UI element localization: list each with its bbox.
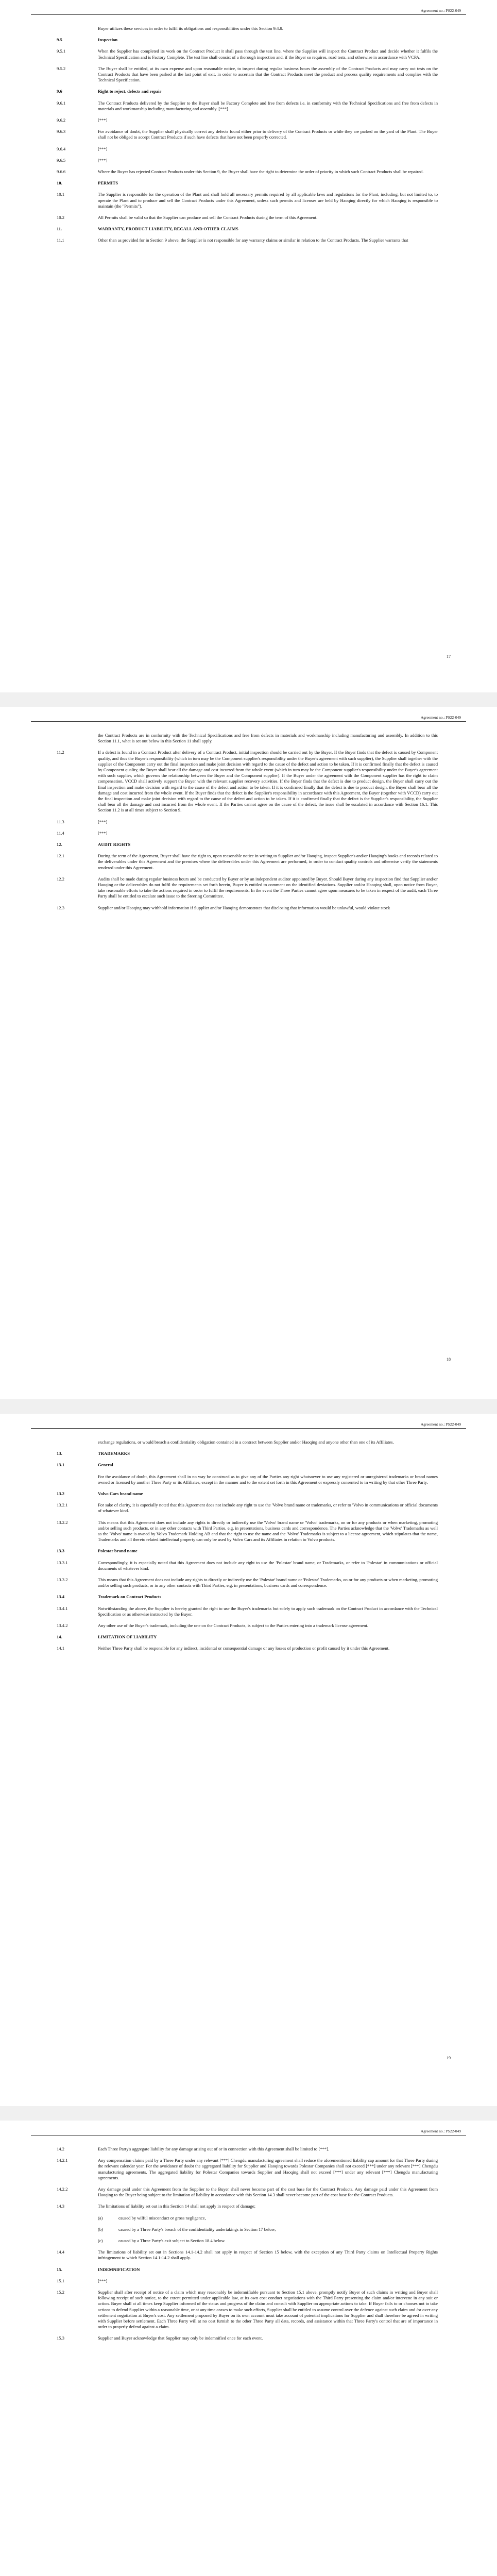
document-page — [0, 2121, 497, 2576]
clause-number: 15.2 — [57, 2290, 65, 2295]
page-header: Agreement no.: PS22-049 — [420, 1422, 461, 1427]
clause-number: 12.3 — [57, 905, 65, 910]
clause-number: 9.6.5 — [57, 157, 66, 163]
clause-text: [***] — [98, 2278, 108, 2283]
clause — [57, 192, 438, 209]
section-title: LIMITATION OF LIABILITY — [98, 1634, 157, 1640]
section-heading — [57, 180, 438, 186]
paragraph: For the avoidance of doubt, this Agreement shall in no way be construed as to give any of the Parties any right whatsoever to use any registered or unregistered trademarks or brand names owned or licensed by another Three Party or its Affiliates, except in the manner and to the extent set forth in this Agreement or expressly consented to in writing by that other Three Party. — [98, 1473, 438, 1485]
clause-text: For avoidance of doubt, the Supplier shall physically correct any defects found either prior to delivery of the Contract Products or while they are parked on the yard of the Plant. The Buyer shall not be obliged to accept Contract Products if such have defects that have not been properly corrected. — [98, 129, 438, 140]
clause-number: 9.6.3 — [57, 129, 66, 134]
clause — [57, 905, 438, 911]
page-number: 19 — [447, 2056, 451, 2060]
clause — [57, 1606, 438, 1617]
clause-text: Audits shall be made during regular business hours and be conducted by Buyer or by an independent auditor appointed by Buyer. Should Buyer during any inspection find that Supplier and/or Haoqing or the deliverables do not fulfil the requirements set forth herein, Buyer is entitled to comment on the identified deviations. Supplier and/or Haoqing shall, upon notice from Buyer, take reasonable efforts to take the actions required in order to fulfil the requirements. In the event the Three Parties cannot agree upon measures to be taken in respect of the audit, each Three Party shall be entitled to escalate such issue to the Steering Committee. — [98, 876, 438, 899]
clause — [57, 1623, 438, 1629]
section-number: 13.2 — [57, 1491, 65, 1497]
clause — [57, 819, 438, 825]
document-page — [0, 707, 497, 1399]
clause-number: 13.3.1 — [57, 1560, 68, 1565]
clause-number: 14.2.1 — [57, 2158, 68, 2163]
clause — [57, 1560, 438, 1571]
clause-text: [***] — [98, 157, 108, 163]
clause-text: When the Supplier has completed its work on the Contract Product it shall pass through the test line, where the Supplier will inspect the Contract Product and decide whether it fulfils the Technical Specification and is Factory Complete. The test line shall consist of a thorough inspection and, if the Buyer so requires, road tests, and otherwise in accordance with VCPA. — [98, 48, 438, 60]
section-number: 9.5 — [57, 37, 62, 43]
clause-text: Where the Buyer has rejected Contract Products under this Section 9, the Buyer shall have the right to determine the order of priority in which such Contract Products shall be repaired. — [98, 169, 424, 175]
header-rule — [31, 721, 466, 722]
clause-number: 11.2 — [57, 750, 64, 755]
section-number: 11. — [57, 226, 62, 232]
clause — [57, 1577, 438, 1588]
header-rule — [31, 14, 466, 15]
clause-number: 9.6.4 — [57, 146, 66, 151]
clause-number: 13.4.1 — [57, 1605, 68, 1611]
clause-number: 14.3 — [57, 2204, 65, 2209]
clause-number: 13.2.1 — [57, 1502, 68, 1508]
clause-text: For sake of clarity, it is especially noted that this Agreement does not include any right to use the 'Volvo brand name or trademarks, or refer to 'Volvo in communications or official documents of whatever kind. — [98, 1502, 438, 1514]
clause — [57, 129, 438, 140]
clause-number: 10.1 — [57, 192, 65, 197]
clause — [57, 1502, 438, 1514]
clause-number: 13.2.2 — [57, 1519, 68, 1525]
page-header: Agreement no.: PS22-049 — [420, 2129, 461, 2133]
section-title: Polestar brand name — [98, 1548, 138, 1554]
page-number: 17 — [447, 654, 451, 659]
clause-text: Any damage paid under this Agreement from the Supplier to the Buyer shall never become part of the cost base for the Contract Products. Any damage paid under this Agreement from Haoqing to the Buyer being subject to the limitation of liability in accordance with this Section 14.3 shall never become part of the cost base for the Contract Products. — [98, 2187, 438, 2198]
clause-text: [***] — [98, 830, 108, 836]
page-separator — [0, 692, 497, 707]
sub-clause — [98, 2238, 438, 2244]
clause-number: 12.2 — [57, 876, 65, 882]
section-title: Volvo Cars brand name — [98, 1491, 143, 1497]
clause — [57, 100, 438, 112]
page-body — [57, 2146, 438, 2347]
document-page — [0, 1414, 497, 2106]
clause-text: Other than as provided for in Section 9 above, the Supplier is not responsible for any warranty claims or similar in relation to the Contract Products. The Supplier warrants that — [98, 238, 408, 243]
clause-text: If a defect is found in a Contract Product after delivery of a Contract Product, initial inspection should be carried out by the Buyer. If the Buyer finds that the defect is caused by Component quality, and thus the Buyer's responsibility (which in turn may be the Component supplier's responsibility under the Buyer's agreement with such supplier), the Supplier shall together with the supplier of the Component carry out the final inspection and make joint decision with regard to the cause of the defect and action to be taken. If it is confirmed finally that the defect is caused by Component quality, the Buyer shall bear all the damage and cost incurred from the whole event (which in turn may be the Component supplier's responsibility under the Buyer's agreement with such supplier, which governs the relationship between the Buyer and the Component supplier). If the Buyer under the agreement with the Component supplier has the right to claim compensation, VCCD shall actively support the Buyer with the relevant supplier recovery activities. If the Buyer finds that the defect is due to product design, the Buyer shall carry out the final inspection and make decision with regard to the cause of the defect and action to be taken. If it is confirmed finally that the defect is due to product design, the Buyer shall bear all the damage and cost incurred from the whole event. If the Buyer finds that the defect is the Supplier's responsibility in accordance with this Agreement, the Buyer (together with VCCD) carry out the final inspection and make joint decision with regard to the cause of the defect and action to be taken. If it is confirmed finally that the defect is the Supplier's responsibility, the Supplier shall bear all the damage and cost incurred from the whole event. If the Parties cannot agree on the cause of the defect, the issue shall be escalated in accordance with Section 16.1. This Section 11.2 is at all times subject to Section 9. — [98, 750, 438, 813]
clause-number: 12.1 — [57, 853, 65, 859]
clause-number: 13.4.2 — [57, 1623, 68, 1629]
section-heading — [57, 89, 438, 94]
section-heading — [57, 1634, 438, 1640]
clause-number: 11.3 — [57, 819, 64, 824]
clause-number: 14.4 — [57, 2249, 65, 2255]
clause-number: 11.4 — [57, 830, 64, 836]
section-number: 10. — [57, 180, 62, 186]
clause — [57, 2204, 438, 2209]
clause-text: Any compensation claims paid by a Three Party under any relevant [***] Chengdu manufacturing agreement shall reduce the aforementioned liability cap amount for that Three Party during the relevant calendar year. For the avoidance of doubt the aggregated liability for Supplier and Haoqing towards Polestar Companies shall not exceed [***] under any relevant [***] Chengdu manufacturing agreements. The aggregated liability for Polestar Companies towards Supplier and Haoqing shall not exceed [***] under any relevant [***] Chengdu manufacturing agreements. — [98, 2158, 438, 2180]
sub-clause-number: (a) — [98, 2215, 103, 2221]
clause-text: During the term of the Agreement, Buyer shall have the right to, upon reasonable notice in writing to Supplier and/or Haoqing, inspect Supplier's and/or Haoqing's books and records related to the deliverables under this Agreement and the premises where the deliverables under this Agreement are performed, in order to conduct quality controls and otherwise verify the statements rendered under this Agreement. — [98, 853, 438, 870]
clause-number: 9.6.2 — [57, 117, 66, 123]
page-header: Agreement no.: PS22-049 — [420, 715, 461, 720]
document-page — [0, 0, 497, 692]
clause-number: 9.5.2 — [57, 65, 66, 71]
section-number: 13. — [57, 1451, 62, 1456]
sub-clause-text: caused by a Three Party's exit subject to Section 18.4 below. — [118, 2238, 226, 2244]
clause-text: The Supplier is responsible for the operation of the Plant and shall hold all necessary permits required by all applicable laws and regulations for the Plant, including, but not limited to, to operate the Plant and to produce and sell the Contract Products under this Agreement, unless such permits and licenses are held by Haoqing directly for which Haoqing is responsible to maintain (the "Permits"). — [98, 192, 438, 209]
clause — [57, 750, 438, 813]
page-separator — [0, 1399, 497, 1414]
clause — [57, 2278, 438, 2284]
clause — [57, 169, 438, 175]
section-number: 15. — [57, 2266, 62, 2272]
section-title: Trademark on Contract Products — [98, 1594, 162, 1600]
clause-text: The limitations of liability set out in this Section 14 shall not apply in respect of damage; — [98, 2204, 255, 2209]
page-body — [57, 26, 438, 249]
page-body — [57, 733, 438, 917]
clause — [57, 158, 438, 163]
sub-clause — [98, 2215, 438, 2221]
clause-text: This means that this Agreement does not include any rights to directly or indirectly use the 'Volvo' brand name or 'Volvo' trademarks, on or for any products or when marketing, promoting and/or selling such products, or in any other contacts with Third Parties, e.g. in presentations, business cards and correspondence. The Parties acknowledge that the 'Volvo' Trademarks as well as the 'Volvo' name is owned by Volvo Trademark Holding AB and that the right to use the name and the 'Volvo' Trademarks is subject to a license agreement, which stipulates that the name, Trademarks and all thereto related intellectual property can only be used by Volvo Cars and its Affiliates in relation to Volvo products. — [98, 1519, 438, 1543]
clause — [57, 2249, 438, 2261]
section-heading — [57, 2267, 438, 2273]
section-title: AUDIT RIGHTS — [98, 842, 131, 848]
clause — [57, 117, 438, 123]
clause — [57, 238, 438, 243]
section-title: General — [98, 1462, 113, 1468]
section-title: INDEMNIFICATION — [98, 2266, 140, 2272]
paragraph: the Contract Products are in conformity with the Technical Specifications and free from defects in materials and workmanship including manufacturing and assembly. In addition to this Section 11.1, what is set out below in this Section 11 shall apply. — [98, 733, 438, 744]
paragraph: exchange regulations, or would breach a confidentiality obligation contained in a contract between Supplier and/or Haoqing and anyone other than one of its Affiliates. — [98, 1439, 394, 1445]
page-number: 18 — [447, 1357, 451, 1362]
section-title: TRADEMARKS — [98, 1451, 130, 1456]
section-title: WARRANTY, PRODUCT LIABILITY, RECALL AND OTHER CLAIMS — [98, 226, 238, 232]
section-heading — [57, 226, 438, 232]
section-number: 9.6 — [57, 89, 62, 94]
sub-clause-number: (c) — [98, 2238, 103, 2244]
clause — [57, 2335, 438, 2341]
clause — [57, 1646, 438, 1651]
clause-text: The limitations of liability set out in Sections 14.1-14.2 shall not apply in respect of Section 15 below, with the exception of any Third Party claims on Intellectual Property Rights infringement to which Section 14.1-14.2 shall apply. — [98, 2249, 438, 2261]
clause-text: Supplier shall after receipt of notice of a claim which may reasonably be indemnifiable pursuant to Section 15.1 above, promptly notify Buyer of such claims in writing and Buyer shall following receipt of such notice, to the extent permitted under applicable law, at its own cost conduct negotiations with the Third Party presenting the claim and/or intervene in any suit or action. Buyer shall at all times keep Supplier informed of the status and progress of the claim and consult with Supplier on appropriate actions to take. If Buyer fails to or chooses not to take actions to defend Supplier within a reasonable time, or at any time ceases to make such efforts, Supplier shall be entitled to assume control over the defence against such claim and /or over any settlement negotiation at Buyer's cost. Any settlement proposed by Buyer on its own account must take account of potential implications for Supplier and shall therefore be agreed in writing with Supplier before settlement. Each Three Party will at no cost furnish to the other Three Party all data, records, and assistance within that Three Party's control that are of importance in order to properly defend against a claim. — [98, 2290, 438, 2330]
section-title: PERMITS — [98, 180, 118, 186]
clause-text: Supplier and/or Haoqing may withhold information if Supplier and/or Haoqing demonstrates that disclosing that information would be unlawful, would violate stock — [98, 905, 390, 910]
section-title: Right to reject, defects and repair — [98, 89, 162, 94]
clause-text: Notwithstanding the above, the Supplier is hereby granted the right to use the Buyer's trademarks but solely to apply such trademark on the Contract Product in accordance with the Technical Specification or as otherwise instructed by the Buyer. — [98, 1605, 438, 1617]
clause-text: Any other use of the Buyer's trademark, including the one on the Contract Products, is subject to the Parties entering into a trademark license agreement. — [98, 1623, 368, 1629]
clause-number: 10.2 — [57, 215, 65, 221]
clause — [57, 2290, 438, 2330]
clause — [57, 146, 438, 152]
clause-number: 15.3 — [57, 2335, 65, 2341]
page-separator — [0, 2106, 497, 2121]
section-heading — [57, 1451, 438, 1456]
clause — [57, 215, 438, 221]
sub-clause-number: (b) — [98, 2226, 104, 2232]
page-body — [57, 1439, 438, 1657]
section-number: 14. — [57, 1634, 62, 1640]
clause — [57, 48, 438, 60]
page-header: Agreement no.: PS22-049 — [420, 8, 461, 13]
section-number: 12. — [57, 842, 62, 848]
header-rule — [31, 2135, 466, 2136]
clause-number: 14.1 — [57, 1646, 65, 1651]
section-heading — [57, 1491, 438, 1497]
clause-text: The Buyer shall be entitled, at its own expense and upon reasonable notice, to inspect during regular business hours the assembly of the Contract Products and may carry out tests on the Contract Products that have been parked at the last point of exit, in order to ascertain that the Contract Products meet the product and process quality requirements and complies with the Technical Specification. — [98, 65, 438, 83]
clause-text: All Permits shall be valid so that the Supplier can produce and sell the Contract Products during the term of this Agreement. — [98, 215, 318, 221]
clause-text: [***] — [98, 146, 108, 151]
clause-number: 14.2 — [57, 2146, 65, 2151]
clause-text: [***] — [98, 117, 108, 123]
clause — [57, 853, 438, 871]
section-heading — [57, 842, 438, 848]
clause-text: Supplier and Buyer acknowledge that Supplier may only be indemnified once for each event. — [98, 2335, 263, 2341]
clause-text: [***] — [98, 819, 108, 824]
clause — [57, 831, 438, 836]
clause — [57, 2158, 438, 2181]
section-number: 13.3 — [57, 1548, 65, 1554]
paragraph: Buyer utilizes these services in order to fulfil its obligations and responsibilities under this Section 9.4.8. — [98, 26, 283, 31]
clause — [57, 2146, 438, 2152]
clause — [57, 876, 438, 900]
section-heading — [57, 1594, 438, 1600]
clause-number: 15.1 — [57, 2278, 65, 2283]
clause-number: 11.1 — [57, 238, 64, 243]
section-heading — [57, 1462, 438, 1468]
sub-clause-text: caused by wilful misconduct or gross negligence, — [118, 2215, 206, 2221]
header-rule — [31, 1428, 466, 1429]
clause-text: Correspondingly, it is especially noted that this Agreement does not include any right to use the 'Polestar' brand name, or Trademarks, or refer to 'Polestar' in communications or official documents of whatever kind. — [98, 1560, 438, 1571]
clause-text: Each Three Party's aggregate liability for any damage arising out of or in connection with this Agreement shall be limited to [***]. — [98, 2146, 330, 2151]
section-number: 13.4 — [57, 1594, 65, 1600]
clause-text: The Contract Products delivered by the Supplier to the Buyer shall be Factory Complete and free from defects i.e. in conformity with the Technical Specifications and free from defects in materials and workmanship including manufacturing and assembly. [***] — [98, 100, 438, 111]
clause — [57, 1520, 438, 1543]
clause-number: 13.3.2 — [57, 1577, 68, 1583]
clause-number: 9.6.1 — [57, 100, 66, 106]
section-heading — [57, 37, 438, 43]
section-heading — [57, 1548, 438, 1554]
clause-number: 9.5.1 — [57, 48, 66, 54]
section-title: Inspection — [98, 37, 118, 43]
clause-text: This means that this Agreement does not include any rights to directly or indirectly use the 'Polestar' brand name or 'Polestar' Trademarks, on or for any products or when marketing, promoting and/or selling such products, or in any other contacts with Third Parties, e.g. in presentations, business cards and correspondence. — [98, 1577, 438, 1588]
section-number: 13.1 — [57, 1462, 65, 1468]
sub-clause-text: caused by a Three Party's breach of the confidentiality undertakings in Section 17 below, — [118, 2226, 276, 2232]
sub-clause — [98, 2227, 438, 2232]
clause — [57, 66, 438, 83]
clause-number: 14.2.2 — [57, 2187, 68, 2192]
clause-number: 9.6.6 — [57, 169, 66, 175]
clause — [57, 2187, 438, 2198]
clause-text: Neither Three Party shall be responsible for any indirect, incidental or consequential damage or any losses of production or profit caused by it under this Agreement. — [98, 1646, 390, 1651]
